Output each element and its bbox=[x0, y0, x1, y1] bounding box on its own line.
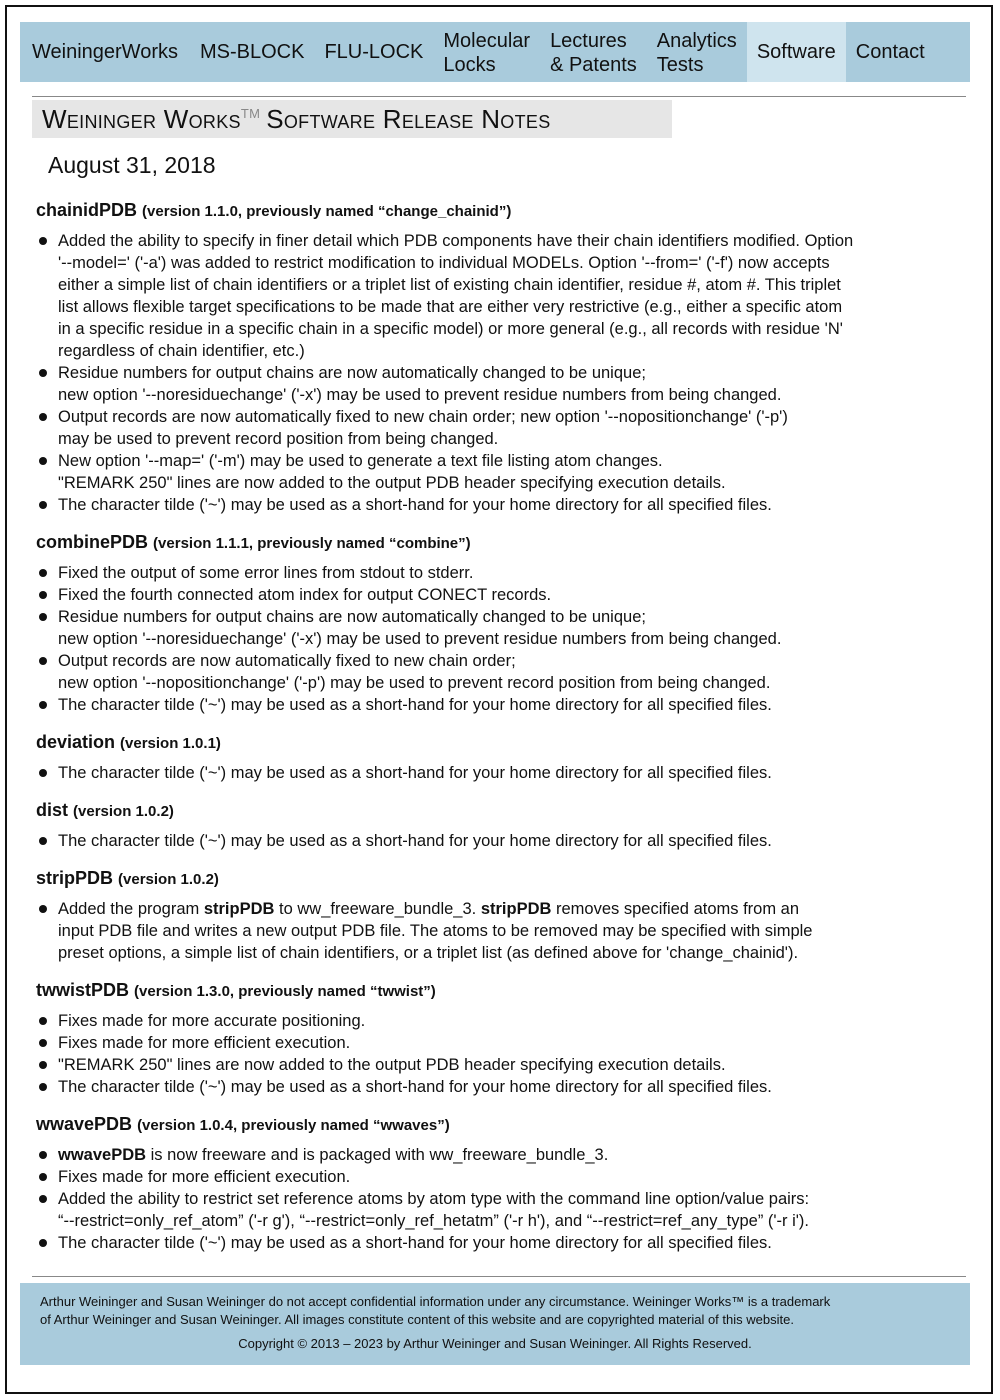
nav-analytics-tests[interactable] bbox=[647, 22, 747, 82]
nav-label: Software bbox=[756, 41, 836, 63]
list-item bbox=[36, 1188, 966, 1232]
change-list bbox=[36, 830, 966, 852]
footer bbox=[20, 1283, 970, 1365]
program-name: dist bbox=[36, 800, 69, 820]
banner-title: Software Release Notes bbox=[266, 103, 551, 134]
section-deviation bbox=[36, 730, 966, 784]
list-item bbox=[36, 1054, 966, 1076]
nav-brand-link[interactable]: WeiningerWorks bbox=[32, 41, 178, 63]
list-item bbox=[36, 762, 966, 784]
banner-brand: Weininger Works bbox=[42, 103, 241, 134]
nav-label: Molecular bbox=[443, 30, 531, 52]
program-name: twwistPDB bbox=[36, 980, 130, 1000]
section-twwistPDB bbox=[36, 978, 966, 1098]
section-heading bbox=[36, 1112, 966, 1138]
section-heading bbox=[36, 530, 966, 556]
list-item bbox=[36, 406, 966, 450]
release-notes bbox=[36, 198, 966, 1268]
note-line: New option '--map=' ('-m') may be used to generate a text file listing atom changes. bbox=[58, 452, 663, 470]
version-note: (version 1.1.1, previously named “combine”) bbox=[153, 535, 471, 552]
list-item bbox=[36, 1144, 966, 1166]
version-note: (version 1.0.1) bbox=[120, 735, 221, 752]
list-item bbox=[36, 1076, 966, 1098]
note-line: "REMARK 250" lines are now added to the output PDB header specifying execution details. bbox=[58, 1056, 726, 1074]
section-heading bbox=[36, 798, 966, 824]
note-line: new option '--nopositionchange' ('-p') may be used to prevent record position from being changed. bbox=[58, 674, 771, 692]
program-name: combinePDB bbox=[36, 532, 149, 552]
list-item bbox=[36, 494, 966, 516]
change-list bbox=[36, 562, 966, 716]
nav-label: FLU-LOCK bbox=[324, 41, 424, 63]
note-line: preset options, a simple list of chain identifiers, or a triplet list (as defined above for 'change_chainid'). bbox=[58, 944, 799, 962]
list-item bbox=[36, 362, 966, 406]
note-line: Added the ability to restrict set reference atoms by atom type with the command line option/value pairs: bbox=[58, 1190, 810, 1208]
nav-ms-block[interactable] bbox=[190, 22, 314, 82]
divider bbox=[32, 96, 966, 97]
section-stripPDB bbox=[36, 866, 966, 964]
note-line: wwavePDB is now freeware and is packaged with ww_freeware_bundle_3. bbox=[58, 1146, 609, 1164]
nav-molecular-locks[interactable] bbox=[433, 22, 540, 82]
note-line: Fixes made for more accurate positioning. bbox=[58, 1012, 366, 1030]
section-heading bbox=[36, 978, 966, 1004]
change-list bbox=[36, 1144, 966, 1254]
program-name: chainidPDB bbox=[36, 200, 138, 220]
divider bbox=[32, 1276, 966, 1277]
trademark-mark: TM bbox=[240, 105, 261, 121]
note-line: Fixes made for more efficient execution. bbox=[58, 1034, 351, 1052]
section-heading bbox=[36, 730, 966, 756]
note-line: “--restrict=only_ref_atom” ('-r g'), “--restrict=only_ref_hetatm” ('-r h'), and “--restrict=ref_any_type” ('-r i'). bbox=[58, 1212, 810, 1230]
note-line: The character tilde ('~') may be used as a short-hand for your home directory for all specified files. bbox=[58, 1078, 772, 1096]
nav-label: Analytics bbox=[656, 30, 737, 52]
program-name: stripPDB bbox=[36, 868, 114, 888]
section-chainidPDB bbox=[36, 198, 966, 516]
note-line: in a specific residue in a specific chain in a specific model) or more general (e.g., all records with residue 'N' bbox=[58, 320, 843, 338]
list-item bbox=[36, 1232, 966, 1254]
list-item bbox=[36, 898, 966, 964]
program-name: wwavePDB bbox=[36, 1114, 133, 1134]
version-note: (version 1.0.2) bbox=[73, 803, 174, 820]
note-line: input PDB file and writes a new output PDB file. The atoms to be removed may be specified with simple bbox=[58, 922, 813, 940]
list-item bbox=[36, 230, 966, 362]
note-line: Output records are now automatically fixed to new chain order; new option '--nopositionchange' ('-p') bbox=[58, 408, 788, 426]
list-item bbox=[36, 694, 966, 716]
note-line: either a simple list of chain identifiers or a triplet list of existing chain identifier, residue #, atom #. This triplet bbox=[58, 276, 841, 294]
top-nav bbox=[20, 22, 970, 82]
list-item bbox=[36, 606, 966, 650]
list-item bbox=[36, 562, 966, 584]
note-line: Fixed the output of some error lines from stdout to stderr. bbox=[58, 564, 474, 582]
page-title bbox=[32, 100, 672, 138]
note-line: "REMARK 250" lines are now added to the output PDB header specifying execution details. bbox=[58, 474, 726, 492]
nav-contact[interactable] bbox=[846, 22, 935, 82]
nav-software[interactable] bbox=[747, 22, 846, 82]
note-line: regardless of chain identifier, etc.) bbox=[58, 342, 305, 360]
list-item bbox=[36, 1010, 966, 1032]
version-note: (version 1.0.4, previously named “wwaves”) bbox=[137, 1117, 450, 1134]
section-combinePDB bbox=[36, 530, 966, 716]
list-item bbox=[36, 830, 966, 852]
note-line: '--model=' ('-a') was added to restrict modification to individual MODELs. Option '--from=' ('-f') now accepts bbox=[58, 254, 830, 272]
note-line: list allows flexible target specifications to be made that are either very restrictive (e.g., either a specific atom bbox=[58, 298, 843, 316]
note-line: Added the program stripPDB to ww_freeware_bundle_3. stripPDB removes specified atoms from an bbox=[58, 900, 800, 918]
note-line: The character tilde ('~') may be used as a short-hand for your home directory for all specified files. bbox=[58, 1234, 772, 1252]
nav-flu-lock[interactable] bbox=[314, 22, 433, 82]
note-line: Residue numbers for output chains are now automatically changed to be unique; bbox=[58, 608, 646, 626]
change-list bbox=[36, 762, 966, 784]
section-dist bbox=[36, 798, 966, 852]
note-line: Added the ability to specify in finer detail which PDB components have their chain identifiers modified. Option bbox=[58, 232, 854, 250]
list-item bbox=[36, 650, 966, 694]
list-item bbox=[36, 584, 966, 606]
change-list bbox=[36, 230, 966, 516]
release-date: August 31, 2018 bbox=[48, 152, 216, 178]
nav-label: Lectures bbox=[550, 30, 627, 52]
note-line: new option '--noresiduechange' ('-x') may be used to prevent residue numbers from being changed. bbox=[58, 386, 782, 404]
list-item bbox=[36, 450, 966, 494]
note-line: Fixes made for more efficient execution. bbox=[58, 1168, 351, 1186]
note-line: new option '--noresiduechange' ('-x') may be used to prevent residue numbers from being changed. bbox=[58, 630, 782, 648]
version-note: (version 1.1.0, previously named “change_chainid”) bbox=[142, 203, 512, 220]
footer-disclaimer bbox=[40, 1293, 950, 1329]
nav-label: MS-BLOCK bbox=[199, 41, 305, 63]
note-line: Fixed the fourth connected atom index for output CONECT records. bbox=[58, 586, 552, 604]
version-note: (version 1.3.0, previously named “twwist”) bbox=[134, 983, 436, 1000]
note-line: The character tilde ('~') may be used as a short-hand for your home directory for all specified files. bbox=[58, 764, 772, 782]
nav-lectures-patents[interactable] bbox=[540, 22, 647, 82]
change-list bbox=[36, 1010, 966, 1098]
note-line: Output records are now automatically fixed to new chain order; bbox=[58, 652, 516, 670]
note-line: The character tilde ('~') may be used as a short-hand for your home directory for all specified files. bbox=[58, 496, 772, 514]
section-heading bbox=[36, 198, 966, 224]
nav-label: Contact bbox=[855, 41, 925, 63]
version-note: (version 1.0.2) bbox=[118, 871, 219, 888]
nav-label: & Patents bbox=[550, 54, 637, 76]
note-line: Residue numbers for output chains are now automatically changed to be unique; bbox=[58, 364, 646, 382]
nav-label: Locks bbox=[443, 54, 496, 76]
section-wwavePDB bbox=[36, 1112, 966, 1254]
note-line: may be used to prevent record position from being changed. bbox=[58, 430, 499, 448]
change-list bbox=[36, 898, 966, 964]
footer-line: Arthur Weininger and Susan Weininger do not accept confidential information under any circumstance. Weininger Works™ is a trademark bbox=[40, 1294, 831, 1309]
footer-line: of Arthur Weininger and Susan Weininger. All images constitute content of this website and are copyrighted material of this website. bbox=[40, 1312, 794, 1327]
list-item bbox=[36, 1166, 966, 1188]
list-item bbox=[36, 1032, 966, 1054]
footer-copyright: Copyright © 2013 – 2023 by Arthur Weininger and Susan Weininger. All Rights Reserved. bbox=[238, 1336, 752, 1351]
nav-label: Tests bbox=[656, 54, 704, 76]
note-line: The character tilde ('~') may be used as a short-hand for your home directory for all specified files. bbox=[58, 696, 772, 714]
section-heading bbox=[36, 866, 966, 892]
note-line: The character tilde ('~') may be used as a short-hand for your home directory for all specified files. bbox=[58, 832, 772, 850]
program-name: deviation bbox=[36, 732, 116, 752]
